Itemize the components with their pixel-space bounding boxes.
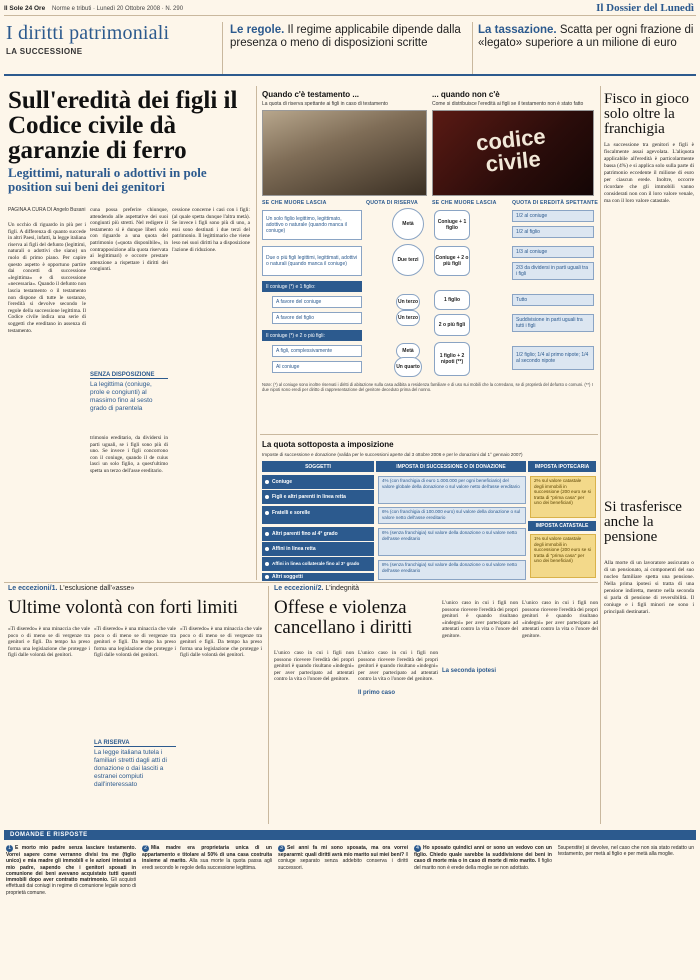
side-column: Alla morte di un lavoratore assicurato o di un pensionato, ai componenti del suo nucleo familiare spetta una pensione. Nella prima ipotesi si tratta di una pensione indiretta, mentre nella seconda si parla di pensione di reversibilità. Il coniuge e i figli minori ne sono i principali destinatari. xyxy=(604,560,694,615)
info-box-text: La legittima (coniuge, prole e congiunti) al massimo fino al sesto grado di parentela xyxy=(90,381,153,412)
quota-circle: Un quarto xyxy=(394,357,422,377)
article-column: L'unico caso in cui i figli non possono ricevere l'eredità dei propri genitori è quando risultano «indegni» per aver partecipato ad attentati contro la vita o l'onore del genitore. xyxy=(442,600,518,639)
heir-box: A favore del figlio xyxy=(272,312,362,324)
qa-item xyxy=(142,845,272,975)
heir-group-header: Il coniuge (*) e 2 o più figli: xyxy=(262,330,362,341)
side-headline: Si trasferisce anche la pensione xyxy=(604,499,682,545)
tax-col-header: IMPOSTA CATASTALE xyxy=(528,521,596,531)
photo-codice-civile xyxy=(432,110,594,196)
article-column: Un occhio di riguardo in più per i figli. A differenza di quanto succede in altri Paesi, infatti, la legge italiana riserva ai figli del defunto (legittimi, naturali o adottivi che siano) un ruolo di primo piano. Per capire questo aspetto è opportuno partire dai concetti di successione «legittima» e di successione «necessaria». Quando il defunto non lascia testamento o il testamento non dispone di tutte le sostanze, l'eredità si devolve secondo le regole della successione legittima. Il Codice civile indica una serie di soggetti che ereditano in assenza di testamento. xyxy=(8,222,86,334)
info-box-header: LA RISERVA xyxy=(94,740,176,747)
qa-number: 5 xyxy=(558,845,561,851)
divider xyxy=(268,586,269,824)
info-box-text: La legge italiana tutela i familiari stretti dagli atti di donazione o dai lasciti a estranei compiuti dall'interessato xyxy=(94,749,167,788)
tax-subject xyxy=(262,527,374,541)
divider xyxy=(472,22,473,74)
heir-box: Un solo figlio legittimo, legittimato, adottivo o naturale (quando manca il coniuge) xyxy=(262,210,362,240)
tax-subject xyxy=(262,475,374,489)
teaser-text: Il regime applicabile dipende dalla presenza o meno di disposizioni scritte xyxy=(230,24,461,49)
section-title: I diritti patrimoniali xyxy=(6,22,170,44)
heir-group-header: Il coniuge (*) e 1 figlio: xyxy=(262,281,362,292)
divider xyxy=(222,22,223,74)
qa-number: 2 xyxy=(142,845,149,852)
article-column: L'unico caso in cui i figli non possono ricevere l'eredità dei propri genitori è quando risultano «indegni» per aver partecipato ad attentati contro la vita o l'onore del genitore. xyxy=(274,650,354,683)
qa-question: Mia madre era proprietaria unica di un appartamento e titolare al 50% di una casa costruita insieme al marito. xyxy=(142,845,272,865)
tax-subject xyxy=(262,557,374,571)
photo-placeholder xyxy=(262,110,427,196)
paper-name: Il Sole 24 Ore xyxy=(4,5,46,12)
tax-subtitle: Imposte di successione e donazione (valida per le successioni aperte dal 3 ottobre 2006 e per le donazioni dal 1° gennaio 2007) xyxy=(262,452,523,457)
col-header: QUOTA DI EREDITÀ SPETTANTE xyxy=(512,200,599,206)
qa-answer: Alla sua morte la quota passa agli eredi secondo le regole della successione legittima. xyxy=(142,858,272,871)
tax-subject-label: Affini in linea collaterale fino al 3° grado xyxy=(272,561,360,566)
teaser-text: Scatta per ogni frazione di «legato» superiore a un milione di euro xyxy=(478,24,694,49)
bullet-icon xyxy=(265,547,269,551)
article-headline: Offese e violenza cancellano i diritti xyxy=(274,597,413,638)
bullet-icon xyxy=(265,562,269,566)
info-box-header: SENZA DISPOSIZIONE xyxy=(90,372,168,379)
qa-number: 4 xyxy=(414,845,421,852)
teaser-rules xyxy=(230,24,466,50)
section-subtitle: LA SUCCESSIONE xyxy=(6,47,83,56)
tax-rate: 8% (senza franchigia) sul valore della donazione o sul valore netto dell'asse ereditario xyxy=(378,560,526,580)
heir-box: A favore del coniuge xyxy=(272,296,362,308)
article-column: L'unico caso in cui i figli non possono ricevere l'eredità dei propri genitori è quando risultano «indegni» per aver partecipato ad attentati contro la vita o l'onore del genitore. xyxy=(358,650,438,683)
qa-item xyxy=(278,845,408,975)
divider xyxy=(600,86,601,824)
kicker-lead: Le eccezioni/2. xyxy=(274,585,324,592)
inheritance-share: 1/2 figlio; 1/4 al primo nipote; 1/4 al secondo nipote xyxy=(512,346,594,370)
article-column: cessione concerne i casi con i figli: (al quale spetta dunque l'altra metà). Se invece i figli sono più di uno, a essi sono destinati i due terzi del patrimonio. Il legittimario che viene leso nei suoi diritti ha a disposizione l'azione di riduzione. xyxy=(172,207,250,253)
issue-date: Norme e tributi · Lunedì 20 Ottobre 2008 · N. 290 xyxy=(52,5,184,12)
qa-question: Sei anni fa mi sono sposata, ma ora vorrei separarmi: quali diritti avrà mio marito sui miei beni? xyxy=(278,845,408,858)
side-column: La successione tra genitori e figli è fiscalmente assai agevolata. L'aliquota applicabile all'eredità è particolarmente bassa (4%) e si applica solo sulla parte di patrimonio eccedente il milione di euro per ciascun erede. Inoltre, occorre ricordare che gli immobili vanno considerati non con il loro valore venale, ma con il loro valore catastale. xyxy=(604,142,694,204)
article-kicker xyxy=(8,585,134,597)
tax-col-header: IMPOSTA IPOTECARIA xyxy=(528,461,596,472)
ipotecaria-rate: 2% sul valore catastale degli immobili in successione (200 euro se si tratta di "prima casa" per uno dei beneficiari) xyxy=(530,476,596,518)
col-header: SE CHE MUORE LASCIA xyxy=(262,200,327,206)
article-headline: Ultime volontà con forti limiti xyxy=(8,597,239,618)
inheritance-share: 1/3 al coniuge xyxy=(512,246,594,258)
qa-question: Ho sposato quindici anni or sono un vedovo con un figlio. Chiedo quale sarebbe la suddivisione dei beni in caso di morte mia o in caso di morte di mio marito. xyxy=(414,845,552,865)
qa-item xyxy=(6,845,136,975)
heir-box: A figli, complessivamente xyxy=(272,345,362,357)
tax-rate: 6% (senza franchigia) sul valore della donazione o sul valore netto dell'asse ereditario xyxy=(378,528,526,556)
tax-rate: 6% (con franchigia di 100.000 euro) sul valore della donazione o sul valore netto dell'asse ereditario xyxy=(378,507,526,524)
kicker-text: L'esclusione dall'«asse» xyxy=(57,585,135,592)
main-headline: Sull'eredità dei figli il Codice civile dà garanzie di ferro xyxy=(8,87,238,164)
tax-subject-label: Fratelli e sorelle xyxy=(272,510,311,516)
bullet-icon xyxy=(265,575,269,579)
bullet-icon xyxy=(265,495,269,499)
qa-item xyxy=(414,845,552,975)
infographic-left-subtitle: La quota di riserva spettante ai figli in caso di testamento xyxy=(262,101,388,107)
col-header: QUOTA DI RISERVA xyxy=(366,200,419,206)
tax-subject xyxy=(262,542,374,556)
tax-subject xyxy=(262,506,374,524)
qa-answer: Gli acquisti effettuati dai coniugi in regime di comunione legale sono di proprietà comune. xyxy=(6,877,136,896)
quota-circle: Un terzo xyxy=(396,310,420,326)
inheritance-share: 1/2 al coniuge xyxy=(512,210,594,222)
bullet-icon xyxy=(265,480,269,484)
article-column: trimonio ereditario, da dividersi in parti uguali, se i figli sono più di uno. Se invece i figli concorrono con il coniuge, quando il de cuius lasci un solo figlio, a quest'ultimo spetta un terzo dell'asse ereditario. xyxy=(90,435,168,474)
teaser-lead: Le regole. xyxy=(230,24,285,36)
tax-subject-label: Coniuge xyxy=(272,479,292,485)
catastale-rate: 1% sul valore catastale degli immobili in successione (200 euro se si tratta di "prima casa" per uno dei beneficiari) xyxy=(530,534,596,578)
inheritance-share: 1/2 al figlio xyxy=(512,226,594,238)
infographic-left-title: Quando c'è testamento ... xyxy=(262,90,360,99)
heir-box: Al coniuge xyxy=(272,361,362,373)
quota-circle: Metà xyxy=(392,208,424,240)
byline: PAGINA A CURA DI Angelo Busani xyxy=(8,207,86,213)
tax-subject-label: Altri soggetti xyxy=(272,574,303,580)
info-box xyxy=(94,740,176,789)
article-column: «Ti diseredo» è una minaccia che vale poco o di meno se di vergenze tra genitori e figli. Da tempo ha preso forma una legislazione che protegge i figli dalle volontà dei genitori. xyxy=(8,626,90,659)
tax-subject xyxy=(262,490,374,504)
teaser-lead: La tassazione. xyxy=(478,24,557,36)
tax-subject xyxy=(262,573,374,581)
divider xyxy=(4,582,598,583)
col-header: SE CHE MUORE LASCIA xyxy=(432,200,497,206)
main-deck: Legittimi, naturali o adottivi in pole position sui beni dei genitori xyxy=(8,165,207,194)
tax-col-header: SOGGETTI xyxy=(262,461,374,472)
teaser-tax xyxy=(478,24,694,50)
kicker-lead: Le eccezioni/1. xyxy=(8,585,58,592)
article-kicker xyxy=(274,585,359,597)
inheritance-share: 2/3 da dividersi in parti uguali tra i figli xyxy=(512,262,594,280)
article-column: «Ti diseredo» è una minaccia che vale poco o di meno se di vergenze tra genitori e figli. Da tempo ha preso forma una legislazione che protegge i figli dalle volontà dei genitori. xyxy=(180,626,262,659)
quota-circle: Metà xyxy=(396,343,420,359)
tax-rate: 4% (con franchigia di euro 1.000.000 per ogni beneficiario) del valore globale della donazione o sul valore netto dell'asse ereditario xyxy=(378,476,526,504)
bullet-icon xyxy=(265,532,269,536)
masthead xyxy=(4,2,696,16)
tax-subject-label: Affini in linea retta xyxy=(272,546,316,552)
qa-answer: superstite) si devolve, nel caso che non sia stato redatto un testamento, per metà al figlio e per metà alla moglie. xyxy=(558,845,694,858)
heir-badge: Coniuge + 2 o più figli xyxy=(434,246,470,276)
heir-box: Due o più figli legittimi, legittimati, adottivi o naturali (quando manca il coniuge) xyxy=(262,246,362,276)
subhead: La seconda ipotesi xyxy=(442,668,497,674)
bullet-icon xyxy=(265,511,269,515)
kicker-text: L'indegnità xyxy=(323,585,360,592)
qa-answer: Il coniuge separato senza addebito conserva i diritti successori. xyxy=(278,852,408,871)
qa-answer: Il figlio del marito non è erede della moglie se non adottato. xyxy=(414,858,552,871)
qa-band: DOMANDE E RISPOSTE xyxy=(4,830,696,840)
divider xyxy=(256,86,257,580)
article-column: «Ti diseredo» è una minaccia che vale poco o di meno se di vergenze tra genitori e figli. Da tempo ha preso forma una legislazione che protegge i figli dalle volontà dei genitori. xyxy=(94,626,176,659)
heir-badge: 2 o più figli xyxy=(434,314,470,336)
tax-col-header: IMPOSTA DI SUCCESSIONE O DI DONAZIONE xyxy=(376,461,526,472)
quota-circle: Un terzo xyxy=(396,294,420,310)
quota-circle: Due terzi xyxy=(392,244,424,276)
heir-badge: Coniuge + 1 figlio xyxy=(434,210,470,240)
tax-title: La quota sottoposta a imposizione xyxy=(262,440,394,449)
tax-subject-label: Altri parenti fino al 4° grado xyxy=(272,531,338,537)
infographic-right-title: ... quando non c'è xyxy=(432,90,500,99)
subhead: Il primo caso xyxy=(358,690,396,696)
info-box xyxy=(90,372,168,413)
infographic-right-subtitle: Come si distribuisce l'eredità ai figli se il testamento non è stato fatto xyxy=(432,101,584,107)
article-column: cuna possa preferire chiunque, attendendo alle aspettative dei suoi congiunti più stretti. Nel redigere il testamento si è dunque liberi solo con riguardo a una quota del patrimonio («quota disponibile», in contrapposizione alla quota riservata ai legittimari) e occorre prestare attenzione a rispettare i diritti dei congiunti. xyxy=(90,207,168,273)
qa-number: 1 xyxy=(6,845,13,852)
infographic-note: Note: (*) al coniuge sono inoltre riservati i diritti di abitazione sulla casa adibita a residenza familiare e di uso sui mobili che la corredano, se di proprietà del defunto o comuni. (**) I due nipoti sono eredi per diritto di rappresentazione del genitore deceduto prima del nonno. xyxy=(262,382,593,392)
dossier-label: Il Dossier del Lunedì xyxy=(596,2,694,14)
heir-badge: 1 figlio xyxy=(434,290,470,310)
article-column: L'unico caso in cui i figli non possono ricevere l'eredità dei propri genitori è quando risultano «indegni» per aver partecipato ad attentati contro la vita o l'onore del genitore. xyxy=(522,600,598,639)
divider xyxy=(260,434,598,435)
inheritance-share: Tutto xyxy=(512,294,594,306)
qa-item xyxy=(558,845,694,975)
side-headline: Fisco in gioco solo oltre la franchigia xyxy=(604,91,689,137)
photo-book-title: codice civile xyxy=(474,123,547,177)
heir-badge: 1 figlio + 2 nipoti (**) xyxy=(434,342,470,376)
qa-question: È morto mio padre senza lasciare testamento. Vorrei sapere come verranno divisi tra me (figlio unico) e mia madre gli immobili e le azioni intestati a mio padre, sapendo che i genitori sposati in comunione dei beni avevano acquistato tutti questi immobili dopo aver contratto matrimonio. xyxy=(6,845,136,884)
qa-number: 3 xyxy=(278,845,285,852)
tax-subject-label: Figli e altri parenti in linea retta xyxy=(272,494,346,500)
inheritance-share: Suddivisione in parti uguali tra tutti i figli xyxy=(512,314,594,332)
